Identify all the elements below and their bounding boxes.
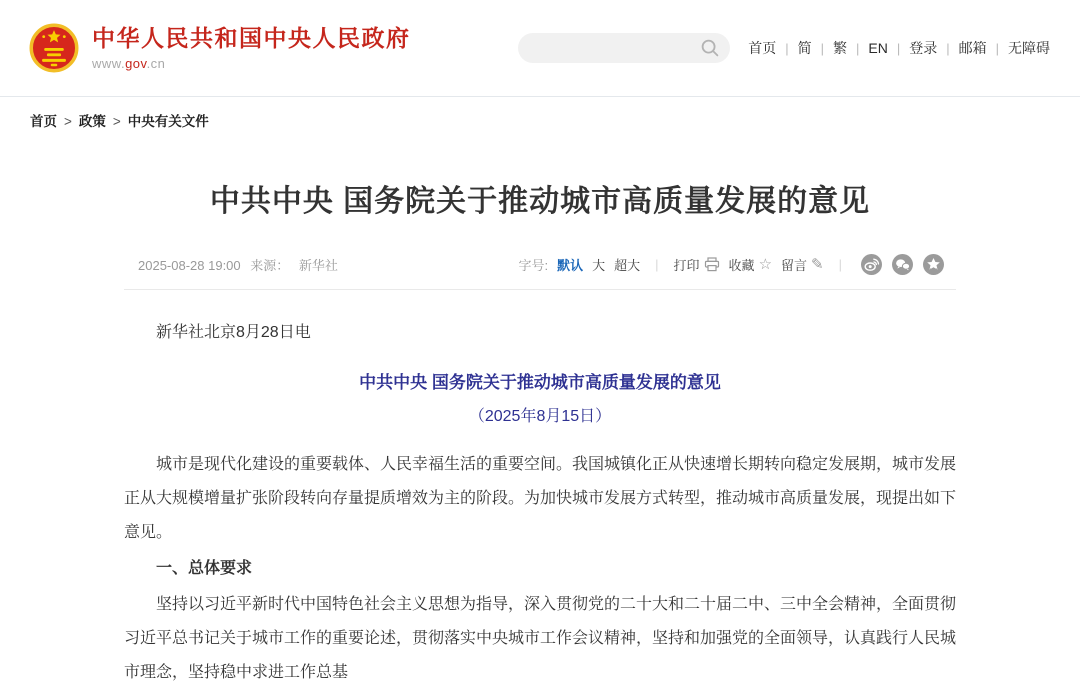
nav-traditional[interactable]: 繁 [832,40,847,56]
nav-separator: | [896,40,901,56]
nav-separator: | [995,40,999,56]
nav-login[interactable]: 登录 [909,40,938,56]
favorite-button[interactable]: 收藏 ☆ [728,256,773,273]
site-header [0,0,1080,97]
nav-simplified[interactable]: 简 [797,40,812,56]
article-meta [138,255,344,274]
source-label: 来源： [250,258,290,273]
toolbar-separator: | [838,257,842,272]
font-size-default-button[interactable]: 默认 [557,258,584,273]
font-size-label: 字号: [518,258,549,273]
breadcrumb-policy[interactable]: 政策 [78,114,106,129]
font-size-xlarge-button[interactable]: 超大 [614,258,641,273]
printer-icon [704,257,720,272]
nav-english[interactable]: EN [868,40,888,56]
nav-separator: | [820,40,824,56]
paragraph: 坚持以习近平新时代中国特色社会主义思想为指导，深入贯彻党的二十大和二十届二中、三中全会精神，全面贯彻习近平总书记关于城市工作的重要论述，贯彻落实中央城市工作会议精神，坚持和加强党的全面领导，认真践行人民城市理念，坚持稳中求进工作总基 [124,596,957,681]
search-icon[interactable] [700,38,720,58]
breadcrumb-central-documents[interactable]: 中央有关文件 [127,114,209,129]
site-identity [92,25,411,72]
site-url: www.gov.cn [92,56,166,72]
qzone-share-icon[interactable] [923,254,944,275]
breadcrumb-separator: > [112,114,121,129]
article-meta-row [124,254,956,290]
print-button[interactable]: 打印 [674,255,720,274]
share-buttons [861,254,944,275]
national-emblem-icon [28,22,80,74]
breadcrumb [0,97,1080,136]
paragraph: 城市是现代化建设的重要载体、人民幸福生活的重要空间。我国城镇化正从快速增长期转向稳定发展期，城市发展正从大规模增量扩张阶段转向存量提质增效为主的阶段。为加快城市发展方式转型，推动城市高质量发展，现提出如下意见。 [124,456,957,541]
nav-mail[interactable]: 邮箱 [958,40,987,56]
site-logo[interactable] [28,22,411,74]
nav-separator: | [855,40,860,56]
breadcrumb-home[interactable]: 首页 [30,114,57,129]
page-title: 中共中央 国务院关于推动城市高质量发展的意见 [209,185,871,218]
source-value: 新华社 [298,258,338,273]
document-date: （2025年8月15日） [468,408,612,425]
nav-accessibility[interactable]: 无障碍 [1008,40,1050,56]
article [124,176,956,690]
weibo-share-icon[interactable] [861,254,882,275]
wechat-share-icon[interactable] [892,254,913,275]
nav-separator: | [785,40,789,56]
site-title: 中华人民共和国中央人民政府 [92,24,411,51]
comment-button[interactable]: 留言 ✎ [781,256,824,273]
publish-datetime: 2025-08-28 19:00 [138,258,241,273]
dateline: 新华社北京8月28日电 [156,324,311,341]
breadcrumb-separator: > [64,114,72,129]
top-nav [748,38,1050,58]
nav-home[interactable]: 首页 [748,40,777,56]
nav-separator: | [946,40,950,56]
section-heading: 一、总体要求 [156,560,253,577]
toolbar-separator: | [655,257,659,272]
search-box [518,33,730,63]
font-size-large-button[interactable]: 大 [592,258,606,273]
article-toolbar [518,254,944,275]
document-title: 中共中央 国务院关于推动城市高质量发展的意见 [359,373,721,392]
search-input[interactable] [518,33,730,63]
document-body [124,290,956,690]
star-icon: ☆ [758,256,773,273]
pencil-icon: ✎ [811,256,824,273]
